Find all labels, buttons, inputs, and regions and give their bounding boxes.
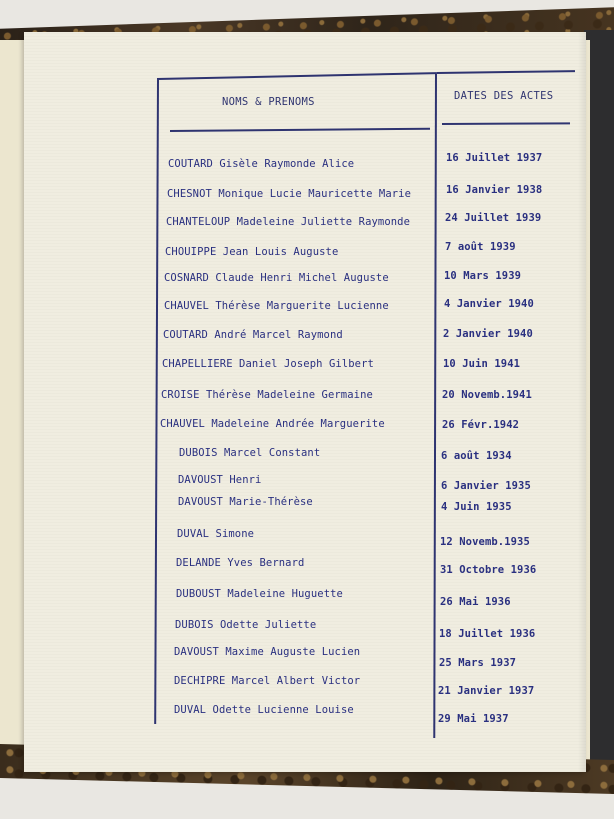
entry-date: 2 Janvier 1940 (443, 328, 533, 340)
entry-name: COUTARD André Marcel Raymond (163, 329, 343, 341)
entry-date: 6 août 1934 (441, 450, 512, 462)
middle-vertical-rule (433, 74, 437, 738)
entry-date: 4 Janvier 1940 (444, 298, 534, 310)
header-underline-names (170, 128, 430, 132)
entry-name: CHAPELLIERE Daniel Joseph Gilbert (162, 358, 374, 370)
entry-date: 26 Mai 1936 (440, 596, 511, 608)
entry-name: DUBOIS Odette Juliette (175, 619, 317, 631)
entry-date: 6 Janvier 1935 (441, 480, 531, 492)
names-column-header: NOMS & PRENOMS (222, 96, 315, 108)
dates-column-header: DATES DES ACTES (454, 90, 554, 102)
entry-date: 10 Mars 1939 (444, 270, 522, 282)
register-page (24, 32, 586, 772)
left-vertical-rule (154, 80, 159, 724)
entry-name: CHOUIPPE Jean Louis Auguste (165, 246, 339, 258)
entry-name: DUBOIS Marcel Constant (179, 447, 321, 459)
entry-date: 4 Juin 1935 (441, 501, 512, 513)
entry-name: DECHIPRE Marcel Albert Victor (174, 675, 361, 687)
top-rule-dates (437, 70, 575, 74)
entry-name: DUVAL Simone (177, 528, 255, 540)
entry-date: 10 Juin 1941 (443, 358, 521, 370)
entry-name: CHESNOT Monique Lucie Mauricette Marie (167, 188, 412, 200)
entry-date: 12 Novemb.1935 (440, 536, 530, 548)
header-underline-dates (442, 122, 570, 125)
entry-name: CROISE Thérèse Madeleine Germaine (161, 389, 373, 401)
entry-name: CHANTELOUP Madeleine Juliette Raymonde (166, 216, 411, 228)
page-fold-shadow (578, 32, 586, 772)
entry-date: 29 Mai 1937 (438, 713, 509, 725)
entry-date: 25 Mars 1937 (439, 657, 517, 669)
entry-date: 26 Févr.1942 (442, 419, 520, 431)
entry-date: 31 Octobre 1936 (440, 564, 537, 576)
entry-name: COUTARD Gisèle Raymonde Alice (168, 158, 355, 170)
entry-date: 16 Juillet 1937 (446, 152, 543, 164)
entry-date: 21 Janvier 1937 (438, 685, 535, 697)
entry-name: DELANDE Yves Bernard (176, 557, 305, 569)
entry-name: DAVOUST Marie-Thérèse (178, 496, 313, 508)
entry-name: DUVAL Odette Lucienne Louise (174, 704, 354, 716)
entry-name: DUBOUST Madeleine Huguette (176, 588, 343, 600)
entry-date: 20 Novemb.1941 (442, 389, 532, 401)
entry-date: 24 Juillet 1939 (445, 212, 542, 224)
entry-name: CHAUVEL Thérèse Marguerite Lucienne (164, 300, 389, 312)
entry-date: 7 août 1939 (445, 241, 516, 253)
entry-date: 16 Janvier 1938 (446, 184, 543, 196)
entry-name: CHAUVEL Madeleine Andrée Marguerite (160, 418, 385, 430)
entry-name: COSNARD Claude Henri Michel Auguste (164, 272, 389, 284)
entry-date: 18 Juillet 1936 (439, 628, 536, 640)
top-rule-names (157, 72, 437, 80)
entry-name: DAVOUST Henri (178, 474, 262, 486)
entry-name: DAVOUST Maxime Auguste Lucien (174, 646, 361, 658)
